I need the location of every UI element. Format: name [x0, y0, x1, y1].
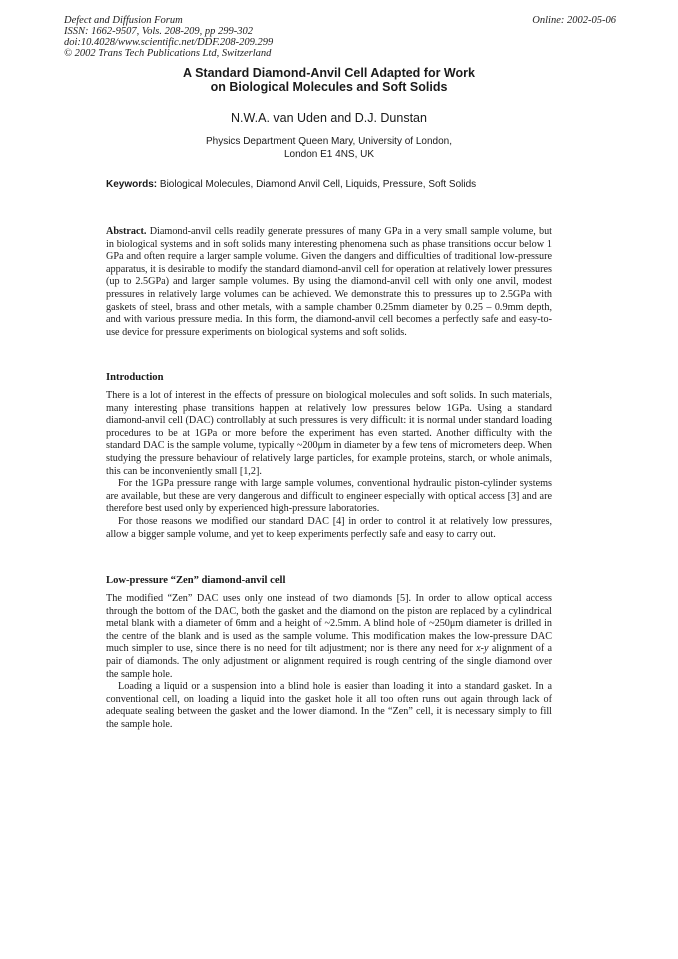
issn-line: ISSN: 1662-9507, Vols. 208-209, pp 299-302 [64, 26, 253, 37]
abstract-label: Abstract. [106, 226, 147, 237]
doi-line: doi:10.4028/www.scientific.net/DDF.208-209.299 [64, 37, 274, 48]
zen-paragraph-1-part-a: The modified “Zen” DAC uses only one instead of two diamonds [5]. In order to allow optical access through the bottom of the DAC, both the gasket and the diamond on the piston are replaced by a cylindrical metal blank with a diameter of 6mm and a height of ~2.5mm. A blind hole of ~250μm diameter is drilled in the centre of the blank and is used as the sample volume. This modification makes the low-pressure DAC much simpler to use, since there is no need for tilt adjustment; nor is there any need for [106, 593, 552, 655]
zen-heading: Low-pressure “Zen” diamond-anvil cell [106, 575, 286, 586]
abstract [106, 226, 552, 339]
introduction-body [106, 390, 552, 541]
journal-header [64, 15, 273, 59]
copyright-line: © 2002 Trans Tech Publications Ltd, Switzerland [64, 48, 272, 59]
zen-paragraph-2: Loading a liquid or a suspension into a blind hole is easier than loading it into a standard gasket. In a conventional cell, on loading a liquid into the gasket hole it all too often runs out again through lack of adequate sealing between the gasket and the lower diamond. In the “Zen” cell, it is necessary simply to fill the sample hole. [106, 681, 552, 730]
title-line-1: A Standard Diamond-Anvil Cell Adapted for Work [183, 66, 475, 80]
online-date: Online: 2002-05-06 [532, 15, 616, 26]
affiliation-line-2: London E1 4NS, UK [283, 148, 375, 160]
zen-section-body [106, 593, 552, 732]
intro-paragraph-1: There is a lot of interest in the effects of pressure on biological molecules and soft solids. In such materials, many interesting phase transitions happen at relatively low pressures below 1GPa. Using a standard diamond-anvil cell (DAC) controllably at such pressures is very difficult: it is normal under standard loading procedures to be at 1GPa or more before the experiment has even started. Another difficulty with the standard DAC is the sample volume, typically ~200μm in diameter by a few tens of micrometers deep. When studying the pressure behaviour of relatively large particles, for example proteins, starch, or whole animals, this can be inconveniently small [1,2]. [106, 390, 552, 477]
title-line-2: on Biological Molecules and Soft Solids [210, 80, 448, 94]
xy-italic: x-y [476, 643, 489, 655]
authors: N.W.A. van Uden and D.J. Dunstan [231, 111, 427, 125]
affiliation [100, 136, 558, 161]
keywords-label: Keywords: [106, 179, 158, 190]
keywords [106, 179, 576, 190]
keywords-text: Biological Molecules, Diamond Anvil Cell, Liquids, Pressure, Soft Solids [159, 179, 477, 190]
intro-paragraph-3: For those reasons we modified our standard DAC [4] in order to control it at relatively low pressures, allow a bigger sample volume, and yet to keep experiments perfectly safe and easy to carry out. [106, 515, 552, 540]
zen-paragraph-1-part-b: alignment of a pair of diamonds. The only adjustment or alignment required is rough centring of the single diamond over the sample hole. [106, 643, 553, 680]
zen-paragraph-1 [106, 593, 552, 681]
intro-heading: Introduction [106, 372, 164, 383]
journal-name: Defect and Diffusion Forum [64, 15, 183, 26]
intro-paragraph-2: For the 1GPa pressure range with large sample volumes, conventional hydraulic piston-cylinder systems are available, but these are very dangerous and difficult to engineer especially with optical access [3] and are therefore best used only by experienced high-pressure laboratories. [106, 478, 552, 515]
paper-title [100, 66, 558, 94]
abstract-text: Diamond-anvil cells readily generate pressures of many GPa in a very small sample volume, but in biological systems and in soft solids many interesting phenomena such as phase transitions occur below 1 GPa and often require a larger sample volume. Given the dangers and difficulties of traditional low-pressure apparatus, it is desirable to modify the standard diamond-anvil cell for operation at relatively lower pressures (up to 2.5GPa) and larger sample volumes. By using the diamond-anvil cell with only one anvil, modest pressures in relatively large volumes can be achieved. We demonstrate this to pressures up to 2.5GPa with gaskets of steel, brass and other metals, with a sample chamber 0.25mm diameter by 0.25 – 0.9mm depth, and with various pressure media. In this form, the diamond-anvil cell becomes a perfectly safe and easy-to-use device for pressure experiments on biological systems and soft solids. [106, 226, 552, 338]
affiliation-line-1: Physics Department Queen Mary, University of London, [205, 136, 453, 147]
